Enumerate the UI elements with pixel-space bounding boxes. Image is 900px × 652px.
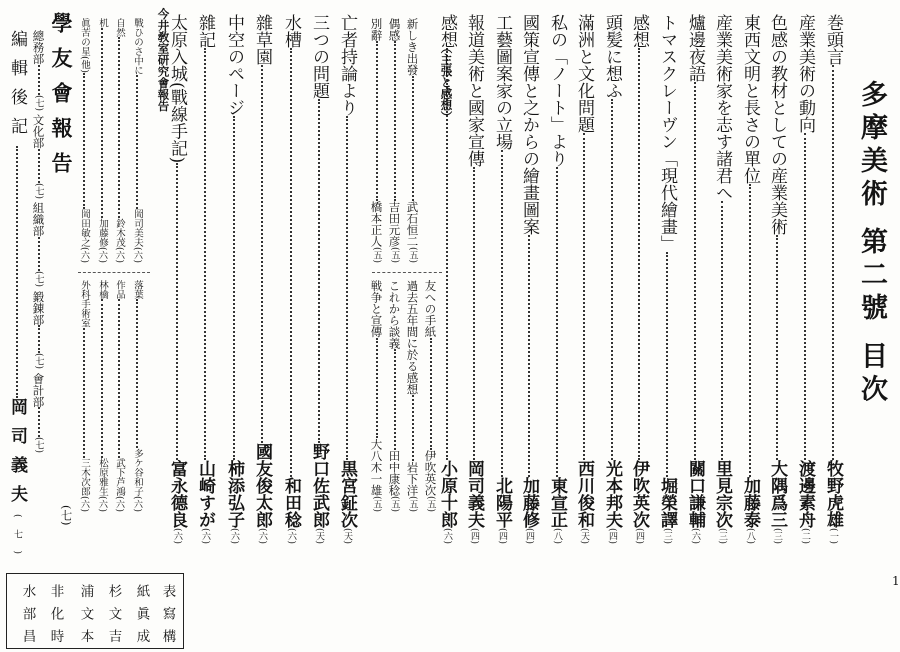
toc-main-title: 爐邊夜語 (685, 14, 705, 82)
report-page: (六) (79, 246, 89, 263)
opinion-title: 過去五年間に於る感想 (405, 280, 420, 395)
toc-entry-author: 國友俊太郎 (252, 442, 272, 528)
opinion-page: (五) (407, 246, 418, 263)
toc-main-author: 堀榮譯 (657, 476, 677, 528)
toc-main-author: 北陽平 (492, 476, 512, 528)
report-author: 多ケ谷和子 (132, 448, 143, 496)
report-entry (132, 280, 142, 512)
toc-main-title: 産業美術家を志す諸君へ (712, 14, 732, 201)
toc-main-title: 報道美術と國家宣傳 (464, 14, 484, 167)
toc-entry-page: (六) (229, 527, 239, 544)
toc-entry-entry (310, 14, 327, 544)
opinion-author: 橋本正人 (369, 200, 384, 247)
leader-dots (583, 133, 585, 460)
leader-dots (118, 37, 120, 218)
school-report-line: 總務部(七) 文化部(七) 組織部(七) 鍛錬部(七) 會計部(七) (31, 30, 46, 454)
toc-main-author: 加藤修 (519, 476, 539, 528)
toc-entry-entry (196, 14, 213, 544)
toc-main-author: 小原十郎 (437, 459, 457, 528)
leader-dots (83, 73, 85, 209)
leader-dots (473, 167, 475, 460)
report-title: 自然 (114, 18, 125, 37)
toc-main-page: (八) (552, 527, 562, 544)
edge-mark: 1 (892, 574, 900, 588)
leader-dots (804, 133, 806, 460)
toc-main-title: 色感の教材としての産業美術 (767, 14, 787, 235)
toc-main-author: 里見宗次 (712, 459, 732, 528)
leader-dots (394, 349, 396, 450)
toc-entry-author: 黒宮鉦次 (337, 459, 357, 528)
report-title: 外科手術室 (79, 280, 90, 328)
leader-dots (638, 48, 640, 460)
opinion-page: (五) (407, 495, 418, 512)
leader-dots (694, 82, 696, 460)
leader-dots (430, 338, 432, 450)
toc-main-title: 私の「ノート」より (547, 14, 567, 167)
opinion-title: 友への手紙 (423, 280, 438, 338)
opinion-entry (370, 280, 382, 512)
opinion-title: 偶感 (387, 18, 402, 41)
toc-main-entry (658, 14, 675, 544)
leader-dots (318, 99, 320, 443)
opinion-page: (五) (371, 495, 382, 512)
report-page: (六) (97, 246, 107, 263)
toc-main-page: (四) (497, 527, 507, 544)
toc-entry-title: 雜草園 (252, 14, 272, 65)
toc-main-page: (四) (524, 527, 534, 544)
toc-main-title: 感想 (437, 14, 457, 48)
leader-dots (118, 299, 120, 458)
toc-main-title: 滿洲と文化問題 (574, 14, 594, 133)
toc-main-title: 國策宣傳と之からの繪畫圖案 (519, 14, 539, 235)
opinion-page: (五) (371, 246, 382, 263)
opinions-heading: （主張と感想） (439, 42, 454, 123)
opinion-entry (370, 18, 382, 263)
toc-main-author: 關口謙輔 (685, 459, 705, 528)
toc-main-author: 大隅爲三 (767, 459, 787, 528)
toc-entry-author: 山崎すが (195, 459, 215, 528)
leader-dots (528, 235, 530, 477)
report-entry (114, 280, 124, 512)
toc-entry-author: 野口佐武郎 (309, 442, 329, 528)
toc-entry-page: (六) (200, 527, 210, 544)
toc-entry-title: 三つの問題 (309, 14, 329, 99)
leader-dots (666, 252, 668, 477)
editor-note-author: 岡司義夫 (7, 398, 27, 514)
leader-dots (346, 116, 348, 460)
leader-dots (394, 41, 396, 201)
opinion-author: 吉田元彦 (387, 200, 402, 247)
leader-dots (290, 48, 292, 477)
toc-main-title: 感想 (629, 14, 649, 48)
report-title: 林檎 (97, 280, 108, 299)
toc-main-page: (三) (772, 527, 782, 544)
toc-entry-title: 水槽 (281, 14, 301, 48)
toc-main-author: 伊吹英次 (629, 459, 649, 528)
leader-dots (176, 163, 178, 460)
toc-main-page: (三) (717, 527, 727, 544)
toc-entry-page: (六) (286, 527, 296, 544)
opinion-entry (406, 18, 418, 263)
page-title: 多摩美術 第二號 目次 (856, 80, 887, 408)
toc-main-entry (493, 14, 510, 544)
toc-main-author: 西川俊和 (574, 459, 594, 528)
colophon-column: 表寫構 (159, 584, 176, 652)
toc-entry-author: 富永德良 (167, 459, 187, 528)
toc-main-title: 巻頭言 (823, 14, 843, 65)
editor-note-title: 編輯後記 (7, 30, 27, 146)
toc-main-page: (二) (800, 527, 810, 544)
toc-main-title: 東西文明と長さの單位 (740, 14, 760, 184)
toc-main-title: 産業美術の動向 (795, 14, 815, 133)
leader-dots (501, 150, 503, 477)
opinion-entry (388, 280, 400, 512)
toc-entry-entry (225, 14, 242, 544)
leader-dots (376, 338, 378, 439)
toc-entry-author: 柿添弘子 (224, 459, 244, 528)
report-title: 眞苦の星(他) (79, 18, 90, 73)
toc-entry-author: 和田稔 (281, 476, 301, 528)
school-report-heading: 學友會報告 (49, 12, 73, 187)
opinion-title: 戦争と宣傳 (369, 280, 384, 338)
toc-entry-title: 雜記 (195, 14, 215, 48)
toc-main-entry (465, 14, 482, 544)
toc-entry-page: (天) (342, 527, 352, 544)
opinion-entry (388, 18, 400, 263)
leader-dots (412, 76, 414, 201)
report-page: (六) (114, 246, 124, 263)
toc-main-author: 東宣正 (547, 476, 567, 528)
leader-dots (233, 116, 235, 460)
opinion-author: 伊吹英次 (423, 449, 438, 496)
colophon-column: 非化時 (47, 584, 64, 652)
report-entry (132, 18, 142, 263)
report-author: 加藤修 (97, 218, 108, 247)
toc-main-entry (603, 14, 620, 544)
opinion-entry (424, 280, 436, 512)
opinion-title: 新しき出發 (405, 18, 420, 76)
dept-general: 總務部 (31, 30, 46, 65)
toc-main-entry (686, 14, 703, 544)
report-page: (六) (79, 495, 89, 512)
toc-main-entry (713, 14, 730, 544)
toc-main-author: 渡邊素舟 (795, 459, 815, 528)
report-author: 武下芦鴻 (114, 457, 125, 496)
toc-main-title: 工藝圖案家の立場 (492, 14, 512, 150)
colophon-column: 水部昌 (19, 584, 36, 652)
opinion-author: 大八木一雄 (369, 438, 384, 496)
toc-main-entry (796, 14, 813, 544)
leader-dots (721, 201, 723, 460)
toc-main-title: トマスクレーヴン「現代繪畫」 (657, 14, 677, 252)
report-entry (97, 280, 107, 512)
report-page: (六) (132, 495, 142, 512)
toc-main-author: 岡司義夫 (464, 459, 484, 528)
toc-main-page: (六) (690, 527, 700, 544)
report-title: 机 (97, 18, 108, 28)
toc-main-page: (三) (662, 527, 672, 544)
report-page: (六) (132, 246, 142, 263)
toc-entry-title: 太原入城(戰線手記) (167, 14, 187, 164)
dept-culture: 文化部 (31, 114, 46, 149)
toc-main-entry (824, 14, 841, 544)
toc-entry-title: 中空のページ (224, 14, 244, 116)
toc-main-entry (741, 14, 758, 544)
opinion-title: 別辭 (369, 18, 384, 41)
toc-main-author: 牧野虎雄 (823, 459, 843, 528)
leader-dots (611, 99, 613, 460)
report-title: 作品 (114, 280, 125, 299)
report-entry (97, 18, 107, 263)
report-author: 岡司美夫 (132, 208, 143, 247)
toc-entry-page: (天) (314, 527, 324, 544)
toc-main-title: 頭髪に想ふ (602, 14, 622, 99)
report-entry (114, 18, 124, 263)
leader-dots (776, 235, 778, 460)
colophon-column: 紙眞成 (133, 584, 150, 652)
opinion-author: 田中康稔 (387, 449, 402, 496)
toc-main-page: (一) (828, 527, 838, 544)
editor-note: 編輯後記岡司義夫(七) (7, 30, 27, 567)
opinion-author: 岩下洋 (405, 461, 420, 496)
leader-dots (376, 41, 378, 201)
leader-dots (204, 48, 206, 460)
leader-dots (556, 167, 558, 477)
colophon-column: 杉文吉 (105, 584, 122, 652)
toc-main-entry (575, 14, 592, 544)
leader-dots (136, 75, 138, 209)
toc-entry-title: 亡者持論より (337, 14, 357, 116)
dept-organization: 組織部 (31, 202, 46, 237)
toc-main-page: (八) (745, 527, 755, 544)
toc-main-page: (四) (634, 527, 644, 544)
toc-entry-page: (六) (257, 527, 267, 544)
toc-main-page: (四) (607, 527, 617, 544)
toc-main-entry (768, 14, 785, 544)
report-page: (六) (114, 495, 124, 512)
toc-entry-entry (338, 14, 355, 544)
report-title: 戰ひのさ中に (132, 18, 143, 75)
leader-dots (261, 65, 263, 443)
report-author: 松原雅生 (97, 457, 108, 496)
leader-dots (101, 28, 103, 219)
toc-main-page: (天) (579, 527, 589, 544)
dept-accounting: 會計部 (31, 372, 46, 408)
toc-entry-entry (168, 14, 185, 544)
toc-main-page: (六) (442, 527, 452, 544)
opinion-page: (五) (425, 495, 436, 512)
report-page: (六) (97, 495, 107, 512)
divider (372, 272, 442, 273)
opinion-page: (五) (389, 495, 400, 512)
leader-dots (83, 328, 85, 458)
leader-dots (101, 299, 103, 458)
colophon-column: 浦文本 (77, 584, 94, 652)
report-entry (79, 280, 89, 512)
toc-main-entry (520, 14, 537, 544)
school-report-page: (七) (59, 505, 74, 526)
toc-main-page: (四) (469, 527, 479, 544)
opinion-entry (406, 280, 418, 512)
report-title: 落葉 (132, 280, 143, 299)
leader-dots (832, 65, 834, 460)
toc-main-entry (548, 14, 565, 544)
toc-entry-page: (六) (172, 527, 182, 544)
toc-main-author: 加藤泰 (740, 476, 760, 528)
report-entry (79, 18, 89, 263)
report-author: 鈴木茂 (114, 218, 125, 247)
report-heading: 今井敎室研究會報告 (156, 8, 171, 112)
dept-training: 鍛錬部 (31, 290, 46, 326)
opinion-title: これから談義 (387, 280, 402, 349)
leader-dots (136, 299, 138, 448)
toc-entry-entry (282, 14, 299, 544)
opinion-author: 武石恒二 (405, 200, 420, 247)
divider (78, 272, 150, 273)
leader-dots (749, 184, 751, 477)
toc-main-author: 光本邦夫 (602, 459, 622, 528)
toc-entry-entry (253, 14, 270, 544)
report-author: 三木次郎 (79, 457, 90, 496)
toc-main-entry (630, 14, 647, 544)
report-author: 岡田敏之 (79, 208, 90, 247)
leader-dots (412, 395, 414, 461)
opinion-page: (五) (389, 246, 400, 263)
